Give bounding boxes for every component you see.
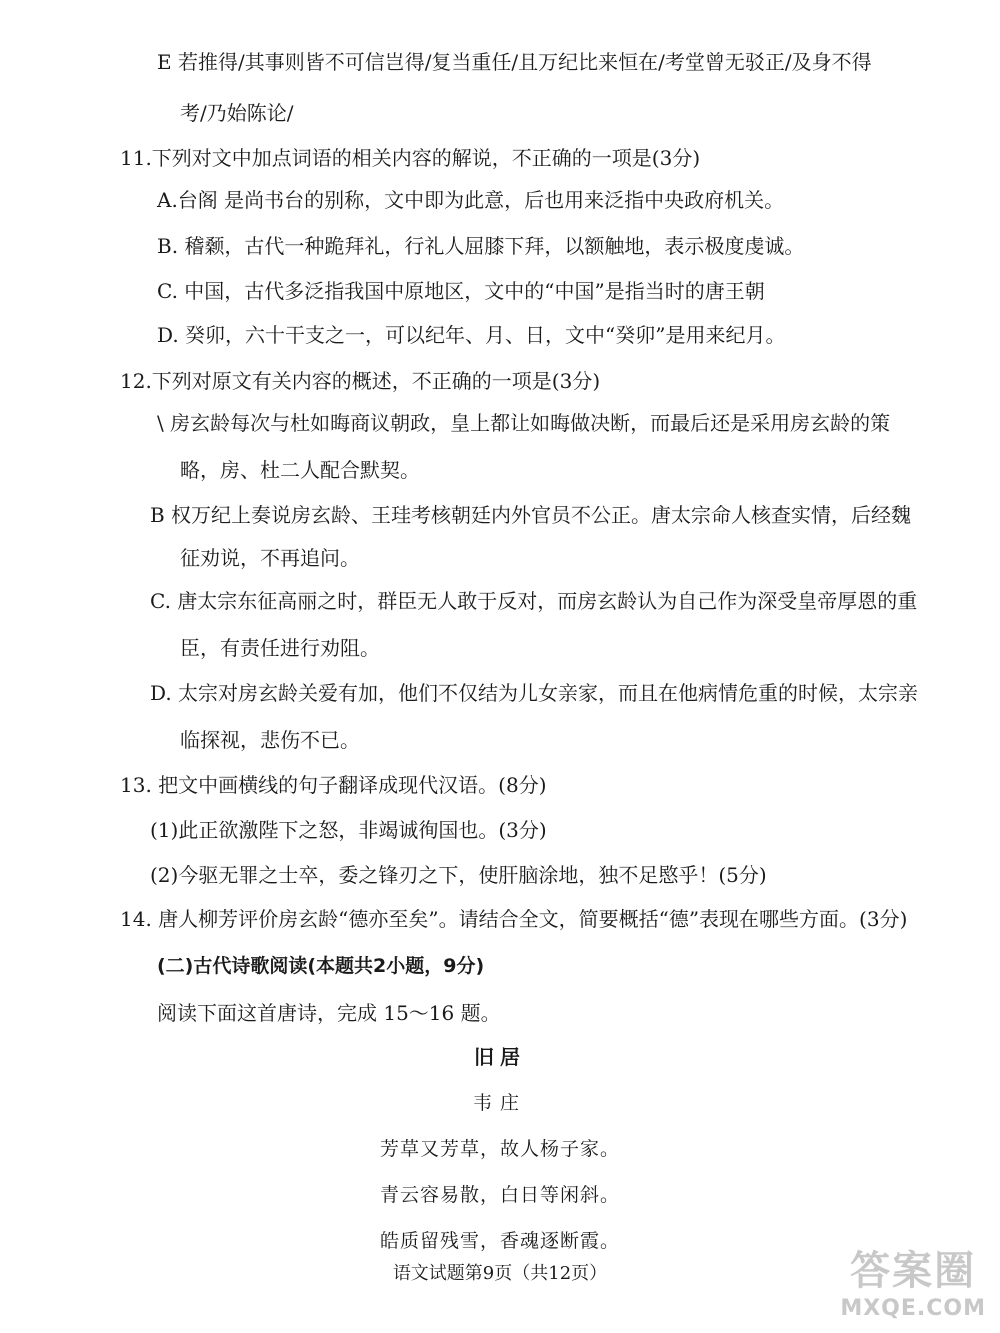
question-11-option-a: A.台阁 是尚书台的别称，文中即为此意，后也用来泛指中央政府机关。 [157, 188, 785, 212]
question-13-part-1: (1)此正欲激陛下之怒，非竭诚徇国也。(3分) [150, 818, 547, 842]
site-watermark [840, 1239, 986, 1321]
question-12-option-d-line-1: D. 太宗对房玄龄关爱有加，他们不仅结为儿女亲家，而且在他病情危重的时候，太宗亲 [150, 681, 919, 705]
question-12-option-a-line-2: 略，房、杜二人配合默契。 [180, 458, 420, 482]
option-e-line-1: E 若推得/其事则皆不可信岂得/复当重任/且万纪比来恒在/考堂曾无驳正/及身不得 [157, 50, 872, 74]
question-14-stem: 14. 唐人柳芳评价房玄龄“德亦至矣”。请结合全文，简要概括“德”表现在哪些方面。(3分) [120, 907, 908, 931]
question-11-option-b: B. 稽颡，古代一种跪拜礼，行礼人屈膝下拜，以额触地，表示极度虔诚。 [157, 234, 805, 258]
question-12-option-b-line-1: B 权万纪上奏说房玄龄、王珪考核朝廷内外官员不公正。唐太宗命人核查实情，后经魏 [150, 503, 912, 527]
watermark-url: MXQE.COM [840, 1296, 986, 1321]
question-12-option-c-line-1: C. 唐太宗东征高丽之时，群臣无人敢于反对，而房玄龄认为自己作为深受皇帝厚恩的重 [150, 589, 918, 613]
question-13-part-2: (2)今驱无罪之士卒，委之锋刃之下，使肝脑涂地，独不足愍乎！(5分) [150, 863, 767, 887]
page-footer: 语文试题第9页（共12页） [392, 1263, 608, 1284]
question-12-option-d-line-2: 临探视，悲伤不已。 [180, 728, 360, 752]
question-12-option-c-line-2: 臣，有责任进行劝阻。 [180, 636, 380, 660]
option-e-line-2: 考/乃始陈论/ [180, 101, 294, 125]
question-12-option-b-line-2: 征劝说，不再追问。 [180, 546, 360, 570]
question-11-option-d: D. 癸卯，六十干支之一，可以纪年、月、日，文中“癸卯”是用来纪月。 [157, 323, 786, 347]
poem-author: 韦庄 [472, 1092, 527, 1114]
poem-title: 旧居 [474, 1045, 526, 1069]
question-11-stem: 11.下列对文中加点词语的相关内容的解说，不正确的一项是(3分) [120, 146, 701, 170]
question-11-option-c: C. 中国，古代多泛指我国中原地区，文中的“中国”是指当时的唐王朝 [157, 279, 765, 303]
question-13-stem: 13. 把文中画横线的句子翻译成现代汉语。(8分) [120, 773, 547, 797]
poem-verse-2: 青云容易散，白日等闲斜。 [379, 1184, 620, 1206]
poem-verse-3: 皓质留残雪，香魂逐断霞。 [379, 1230, 620, 1252]
poetry-instruction: 阅读下面这首唐诗，完成 15～16 题。 [157, 1001, 501, 1025]
poem-verse-1: 芳草又芳草，故人杨子家。 [379, 1138, 620, 1160]
section-heading-ancient-poetry: (二)古代诗歌阅读(本题共2小题，9分) [157, 955, 485, 977]
watermark-logo: 答案圈 [850, 1248, 977, 1294]
question-12-stem: 12.下列对原文有关内容的概述，不正确的一项是(3分) [120, 369, 601, 393]
question-12-option-a-line-1: \ 房玄龄每次与杜如晦商议朝政，皇上都让如晦做决断，而最后还是采用房玄龄的策 [157, 411, 891, 435]
